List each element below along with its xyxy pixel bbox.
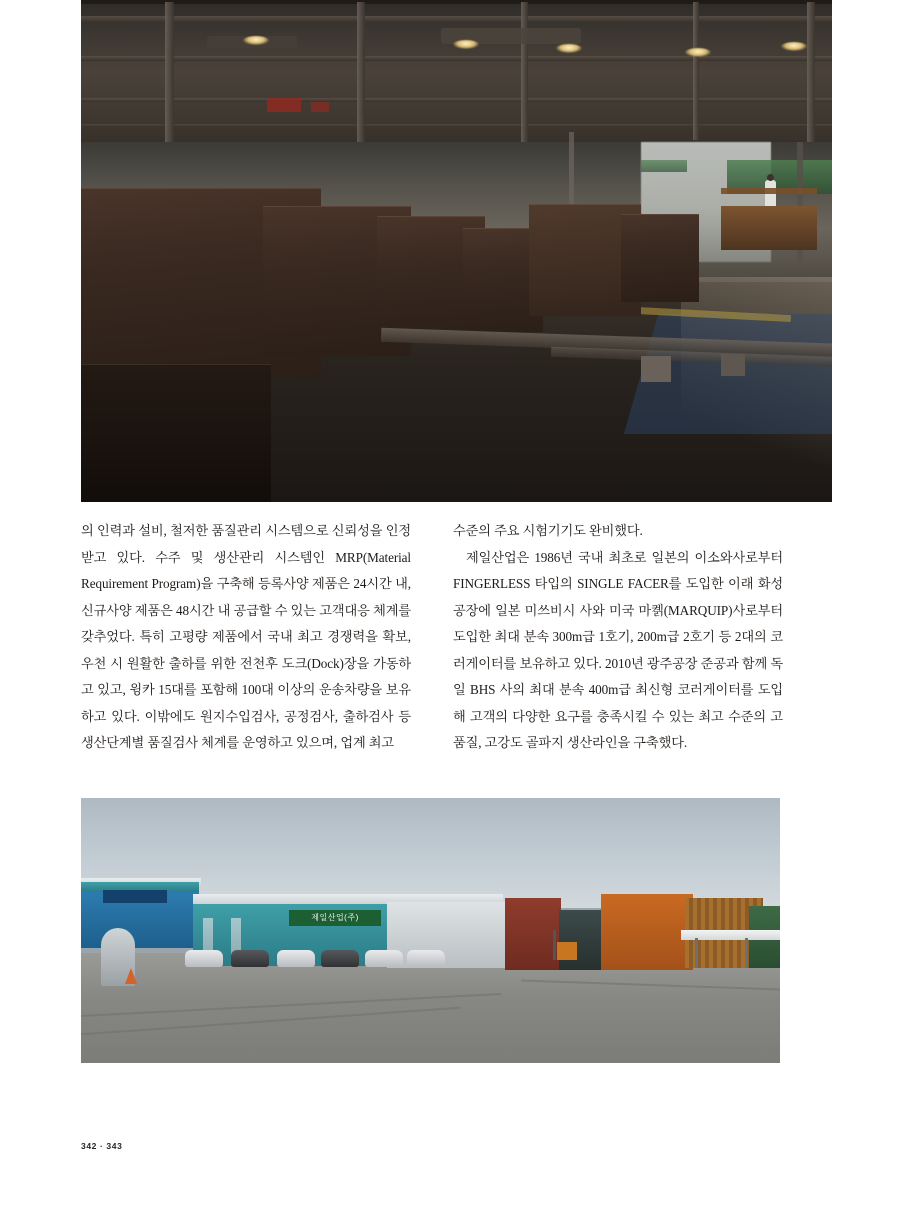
parked-car [277,950,315,967]
stacker-bar [721,188,817,194]
folio-left-page: 342 [81,1141,97,1151]
ceiling-lamp [685,48,711,57]
forklift [557,942,577,960]
ceiling-lamp [243,36,269,45]
parked-car [231,950,269,967]
parked-car [185,950,223,967]
plant-exterior-photo [81,798,780,1063]
traffic-cone [125,968,137,984]
ceiling-lamp [781,42,807,51]
parked-car [321,950,359,967]
ceiling-beam [81,98,832,102]
company-sign: 제일산업(주) [289,910,381,926]
ceiling-lamp [453,40,479,49]
worker-head [767,174,774,181]
folio-separator: · [99,1141,104,1151]
factory-interior-photo [81,0,832,502]
ceiling-column [693,2,699,140]
wall-sign-red [267,98,301,112]
conveyor-leg [641,356,671,382]
ceiling-column [165,2,174,152]
wall-sign-red [311,102,329,112]
paragraph: 제일산업은 1986년 국내 최초로 일본의 이소와사로부터 FINGERLESS 타입의 SINGLE FACER를 도입한 이래 화성 공장에 일본 미쓰비시 사와 미국 마콁(MARQUIP)사로부터 도입한 최대 분속 300m급 1호기, 200m급 2호기 등 2대의 코러게이터를 보유하고 있다. 2010년 광주공장 준공과 함께 독일 BHS 사의 최대 분속 400m급 최신형 코러게이터를 도입해 고객의 다양한 요구를 충족시킬 수 있는 최고 수준의 고품질, 고강도 골파지 생산라인을 구축했다. [453,549,783,750]
foreground-shadow [81,364,271,502]
canopy-pole [695,938,698,968]
canopy-pole [745,938,748,968]
warehouse-left-sign [103,890,167,903]
main-building-wall-right [387,902,505,968]
conveyor-leg [721,354,745,376]
ceiling-beam [81,56,832,61]
body-left-column [81,518,411,757]
orange-building [601,894,693,970]
folio-right-page: 343 [106,1141,123,1151]
ceiling-edge [81,0,832,4]
ceiling-column [807,2,815,152]
paragraph: 의 인력과 설비, 철저한 품질관리 시스템으로 신뢰성을 인정받고 있다. 수주 및 생산관리 시스템인 MRP(Material Requirement Program)을 구축해 등록사양 제품은 24시간 내, 신규사양 제품은 48시간 내 공급할 수 있는 고객대응 체계를 갖추었다. 특히 고평량 제품에서 국내 최고 경쟁력을 확보, 우천 시 원활한 출하를 위한 전천후 도크(Dock)장을 가동하고 있고, 윙카 15대를 포함해 100대 이상의 운송차량을 보유하고 있다. 이밖에도 원지수입검사, 공정검사, 출하검사 등 생산단계별 품질검사 체계를 운영하고 있으며, 업계 최고 [81,523,411,750]
ceiling-column [521,2,528,142]
paragraph: 수준의 주요 시험기기도 완비했다. [453,523,643,538]
ceiling-beam [81,124,832,127]
machine-green-panel [641,160,687,172]
dark-shed [559,910,603,970]
forklift-mast [553,930,556,960]
ceiling-column [357,2,365,147]
board-stack [621,214,699,302]
ceiling-lamp [556,44,582,53]
parked-car [407,950,445,967]
ceiling-beam [81,16,832,23]
body-right-column [453,518,783,757]
page-folio [81,1141,122,1151]
board-pallet [721,206,817,250]
parked-car [365,950,403,967]
